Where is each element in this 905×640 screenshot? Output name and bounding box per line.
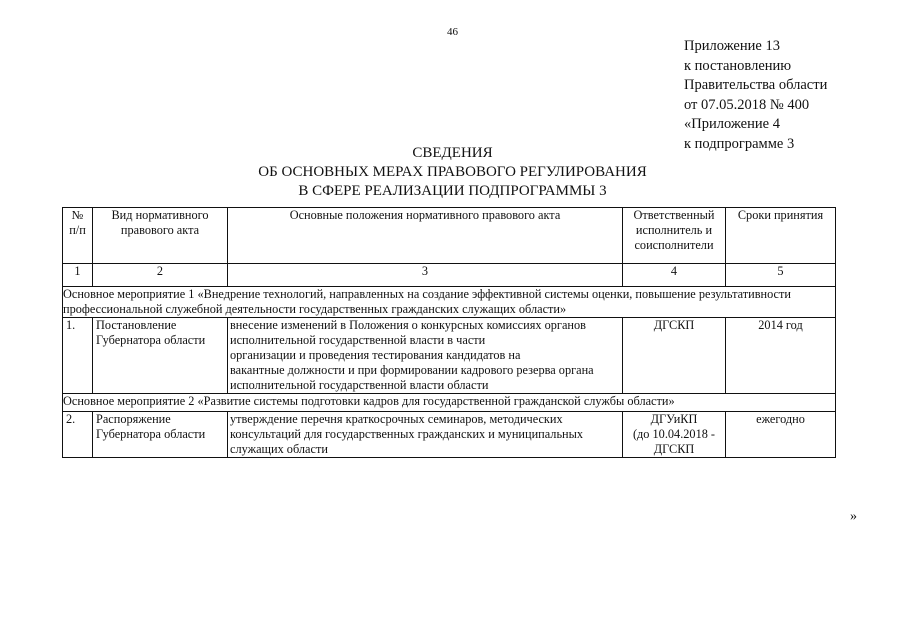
column-number: 2 <box>93 264 228 287</box>
table-header-row <box>63 208 836 264</box>
adoption-deadline: ежегодно <box>726 412 836 458</box>
column-number: 1 <box>63 264 93 287</box>
adoption-deadline: 2014 год <box>726 318 836 394</box>
closing-quote: » <box>850 509 857 524</box>
column-number: 5 <box>726 264 836 287</box>
act-type: Распоряжение Губернатора области <box>93 412 228 458</box>
header-num: № п/п <box>63 208 93 264</box>
row-number: 2. <box>63 412 93 458</box>
appendix-line: Правительства области <box>684 77 828 93</box>
appendix-line: Приложение 13 <box>684 38 780 54</box>
title-line: СВЕДЕНИЯ <box>412 145 493 161</box>
section-row-2 <box>63 394 836 412</box>
section-row-1 <box>63 287 836 318</box>
header-act-type: Вид нормативного правового акта <box>93 208 228 264</box>
act-provisions: утверждение перечня краткосрочных семинаров, методических консультаций для государственных гражданских и муниципальных служащих области <box>228 412 623 458</box>
header-provisions: Основные положения нормативного правового акта <box>228 208 623 264</box>
header-responsible: Ответственный исполнитель и соисполнители <box>623 208 726 264</box>
regulation-table <box>62 207 836 458</box>
table-row <box>63 412 836 458</box>
responsible-executor: ДГУиКП (до 10.04.2018 - ДГСКП <box>623 412 726 458</box>
act-provisions: внесение изменений в Положения о конкурсных комиссиях органов исполнительной государственной власти в части организации и проведения тестирования кандидатов на вакантные должности и при формировании кадрового резерва органа исполнительной государственной власти области <box>228 318 623 394</box>
section-title: Основное мероприятие 2 «Развитие системы подготовки кадров для государственной гражданской службы области» <box>63 394 836 412</box>
appendix-line: к подпрограмме 3 <box>684 135 795 152</box>
appendix-line: от 07.05.2018 № 400 <box>684 96 810 113</box>
table-row <box>63 318 836 394</box>
header-deadline: Сроки принятия <box>726 208 836 264</box>
responsible-executor: ДГСКП <box>623 318 726 394</box>
appendix-line: «Приложение 4 <box>684 116 780 132</box>
section-title: Основное мероприятие 1 «Внедрение технологий, направленных на создание эффективной системы оценки, повышение результативности профессиональной служебной деятельности государственных гражданских служащих области» <box>63 287 836 318</box>
column-number: 3 <box>228 264 623 287</box>
title-line: В СФЕРЕ РЕАЛИЗАЦИИ ПОДПРОГРАММЫ 3 <box>298 183 607 199</box>
appendix-note <box>684 37 827 154</box>
column-number-row <box>63 264 836 287</box>
column-number: 4 <box>623 264 726 287</box>
act-type: Постановление Губернатора области <box>93 318 228 394</box>
page-number: 46 <box>447 26 458 38</box>
appendix-line: к постановлению <box>684 57 792 74</box>
title-line: ОБ ОСНОВНЫХ МЕРАХ ПРАВОВОГО РЕГУЛИРОВАНИЯ <box>258 164 647 180</box>
document-title <box>0 144 905 201</box>
row-number: 1. <box>63 318 93 394</box>
